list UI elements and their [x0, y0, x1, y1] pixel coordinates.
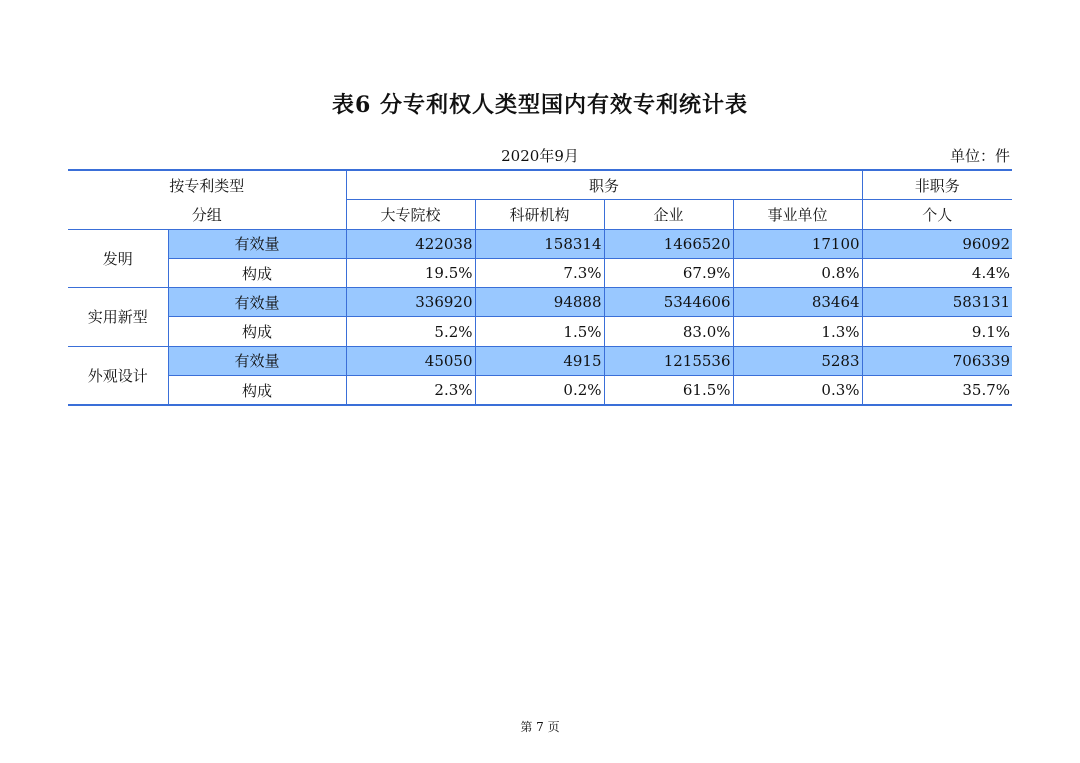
- row-label-count: 有效量: [168, 288, 346, 317]
- share-cell: 0.3%: [733, 376, 862, 406]
- share-cell: 35.7%: [862, 376, 1012, 406]
- count-cell: 336920: [346, 288, 475, 317]
- unit-label: 单位：件: [949, 147, 1010, 165]
- count-cell: 83464: [733, 288, 862, 317]
- table-row: [68, 258, 1012, 287]
- count-cell: 5283: [733, 346, 862, 375]
- count-cell: 1466520: [604, 229, 733, 258]
- share-cell: 2.3%: [346, 376, 475, 406]
- corner-header-bottom: 分组: [68, 200, 346, 229]
- table-row: [68, 317, 1012, 346]
- share-cell: 1.3%: [733, 317, 862, 346]
- count-cell: 5344606: [604, 288, 733, 317]
- report-date: 2020年9月: [501, 147, 579, 165]
- count-cell: 583131: [862, 288, 1012, 317]
- count-cell: 4915: [475, 346, 604, 375]
- count-cell: 96092: [862, 229, 1012, 258]
- table-row: [68, 229, 1012, 258]
- patent-type-label: 实用新型: [68, 288, 168, 347]
- row-label-share: 构成: [168, 317, 346, 346]
- count-cell: 45050: [346, 346, 475, 375]
- column-header: 企业: [604, 200, 733, 229]
- column-header: 大专院校: [346, 200, 475, 229]
- header-row-2: [68, 200, 1012, 229]
- count-cell: 422038: [346, 229, 475, 258]
- share-cell: 1.5%: [475, 317, 604, 346]
- table-row: [68, 346, 1012, 375]
- table-title: 表6 分专利权人类型国内有效专利统计表: [332, 92, 748, 118]
- share-cell: 19.5%: [346, 258, 475, 287]
- row-label-share: 构成: [168, 258, 346, 287]
- row-label-count: 有效量: [168, 229, 346, 258]
- count-cell: 1215536: [604, 346, 733, 375]
- table-row: [68, 288, 1012, 317]
- count-cell: 706339: [862, 346, 1012, 375]
- nonservice-group-header: 非职务: [862, 170, 1012, 200]
- patent-type-label: 外观设计: [68, 346, 168, 405]
- service-group-header: 职务: [346, 170, 862, 200]
- count-cell: 94888: [475, 288, 604, 317]
- share-cell: 0.2%: [475, 376, 604, 406]
- share-cell: 67.9%: [604, 258, 733, 287]
- share-cell: 9.1%: [862, 317, 1012, 346]
- patent-type-label: 发明: [68, 229, 168, 288]
- row-label-count: 有效量: [168, 346, 346, 375]
- share-cell: 5.2%: [346, 317, 475, 346]
- column-header: 个人: [862, 200, 1012, 229]
- share-cell: 83.0%: [604, 317, 733, 346]
- share-cell: 7.3%: [475, 258, 604, 287]
- header-row-1: [68, 170, 1012, 200]
- table-row: [68, 376, 1012, 406]
- share-cell: 4.4%: [862, 258, 1012, 287]
- corner-header-top: 按专利类型: [68, 170, 346, 200]
- column-header: 科研机构: [475, 200, 604, 229]
- row-label-share: 构成: [168, 376, 346, 406]
- share-cell: 0.8%: [733, 258, 862, 287]
- subheader-line: [68, 145, 1012, 167]
- column-header: 事业单位: [733, 200, 862, 229]
- count-cell: 17100: [733, 229, 862, 258]
- page-number: 第 7 页: [520, 720, 560, 734]
- count-cell: 158314: [475, 229, 604, 258]
- statistics-table: [68, 169, 1012, 406]
- share-cell: 61.5%: [604, 376, 733, 406]
